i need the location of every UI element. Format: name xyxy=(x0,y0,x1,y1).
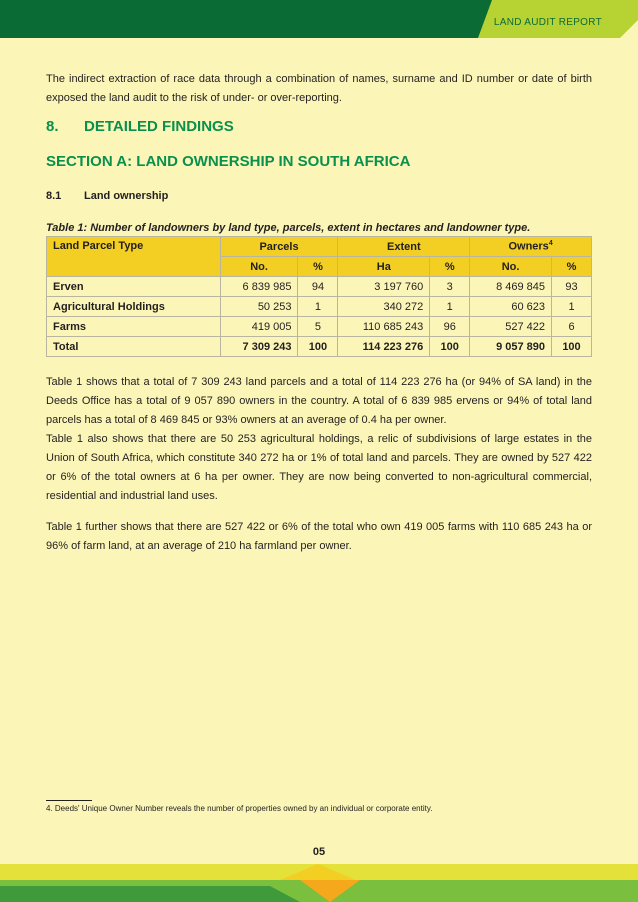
table-header-row xyxy=(47,237,592,257)
header-owners xyxy=(470,237,592,257)
subsection-number: 8.1 xyxy=(46,190,62,202)
table-caption: Table 1: Number of landowners by land type, parcels, extent in hectares and landowner type. xyxy=(46,222,531,234)
footer-band xyxy=(0,864,638,902)
cell-owners-pct: 1 xyxy=(552,297,592,317)
paragraph-wrap xyxy=(46,518,592,556)
body-paragraph: Table 1 also shows that there are 50 253 agricultural holdings, a relic of subdivisions of large estates in the Union of South Africa, which constitute 340 272 ha or 1% of total land and parcels. They are owned by 527 422 or 6% of the total owners at 6 ha per owner. They are now being converted to non-agricultural commercial, residential and industrial land uses. xyxy=(46,433,592,502)
cell-parcels-pct: 5 xyxy=(298,317,338,337)
cell-parcels-no: 419 005 xyxy=(220,317,298,337)
table-row xyxy=(47,297,592,317)
cell-parcels-no: 6 839 985 xyxy=(220,277,298,297)
header-extent-ha: Ha xyxy=(338,257,430,277)
cell-type: Agricultural Holdings xyxy=(47,297,221,317)
header-extent-pct: % xyxy=(430,257,470,277)
section-number: 8. xyxy=(46,118,59,135)
body-paragraph: Table 1 further shows that there are 527 422 or 6% of the total who own 419 005 farms with 110 685 243 ha or 96% of farm land, at an average of 210 ha farmland per owner. xyxy=(46,521,592,552)
cell-owners-no: 9 057 890 xyxy=(470,337,552,357)
cell-parcels-no: 50 253 xyxy=(220,297,298,317)
header-notch xyxy=(620,20,638,56)
header-owners-no: No. xyxy=(470,257,552,277)
footnote: 4. Deeds' Unique Owner Number reveals the number of properties owned by an individual or corporate entity. xyxy=(46,804,433,813)
header-parcels-no: No. xyxy=(220,257,298,277)
cell-owners-no: 527 422 xyxy=(470,317,552,337)
subsection-heading xyxy=(46,190,168,202)
header-owners-label: Owners xyxy=(508,240,549,253)
footer-dark-green-shape xyxy=(0,886,300,902)
cell-extent-ha: 340 272 xyxy=(338,297,430,317)
header-title: LAND AUDIT REPORT xyxy=(493,17,602,28)
cell-owners-no: 60 623 xyxy=(470,297,552,317)
header-extent: Extent xyxy=(338,237,470,257)
cell-owners-pct: 100 xyxy=(552,337,592,357)
section-title: DETAILED FINDINGS xyxy=(84,118,234,135)
cell-extent-ha: 3 197 760 xyxy=(338,277,430,297)
header-parcels-pct: % xyxy=(298,257,338,277)
cell-extent-pct: 100 xyxy=(430,337,470,357)
section-heading xyxy=(46,118,234,135)
cell-owners-pct: 93 xyxy=(552,277,592,297)
cell-extent-pct: 96 xyxy=(430,317,470,337)
header-owners-pct: % xyxy=(552,257,592,277)
cell-parcels-pct: 94 xyxy=(298,277,338,297)
cell-type: Erven xyxy=(47,277,221,297)
table-row xyxy=(47,277,592,297)
header-parcels: Parcels xyxy=(220,237,338,257)
cell-owners-pct: 6 xyxy=(552,317,592,337)
paragraph-wrap xyxy=(46,373,592,430)
cell-extent-pct: 3 xyxy=(430,277,470,297)
cell-extent-pct: 1 xyxy=(430,297,470,317)
cell-type: Farms xyxy=(47,317,221,337)
landowners-table xyxy=(46,236,592,357)
body-paragraph: Table 1 shows that a total of 7 309 243 land parcels and a total of 114 223 276 ha (or 94% of SA land) in the Deeds Office has a total of 9 057 890 owners in the country. A total of 6 839 985 ervens or 94% of total land parcels has a total of 8 469 845 or 93% owners at an average of 0.4 ha per owner. xyxy=(46,376,592,426)
page-header xyxy=(0,0,638,38)
section-a-heading: SECTION A: LAND OWNERSHIP IN SOUTH AFRICA xyxy=(46,153,411,170)
cell-extent-ha: 110 685 243 xyxy=(338,317,430,337)
intro-paragraph: The indirect extraction of race data through a combination of names, surname and ID number or date of birth exposed the land audit to the risk of under- or over-reporting. xyxy=(46,73,592,104)
footnote-divider xyxy=(46,800,92,801)
cell-owners-no: 8 469 845 xyxy=(470,277,552,297)
cell-type: Total xyxy=(47,337,221,357)
intro-paragraph-wrap xyxy=(46,70,592,108)
table-total-row xyxy=(47,337,592,357)
subsection-title: Land ownership xyxy=(84,190,169,202)
footnote-ref: 4 xyxy=(548,240,553,248)
cell-parcels-no: 7 309 243 xyxy=(220,337,298,357)
cell-parcels-pct: 100 xyxy=(298,337,338,357)
header-land-parcel-type: Land Parcel Type xyxy=(47,237,221,277)
page-number: 05 xyxy=(312,846,326,858)
cell-parcels-pct: 1 xyxy=(298,297,338,317)
cell-extent-ha: 114 223 276 xyxy=(338,337,430,357)
table-row xyxy=(47,317,592,337)
paragraph-wrap xyxy=(46,430,592,506)
